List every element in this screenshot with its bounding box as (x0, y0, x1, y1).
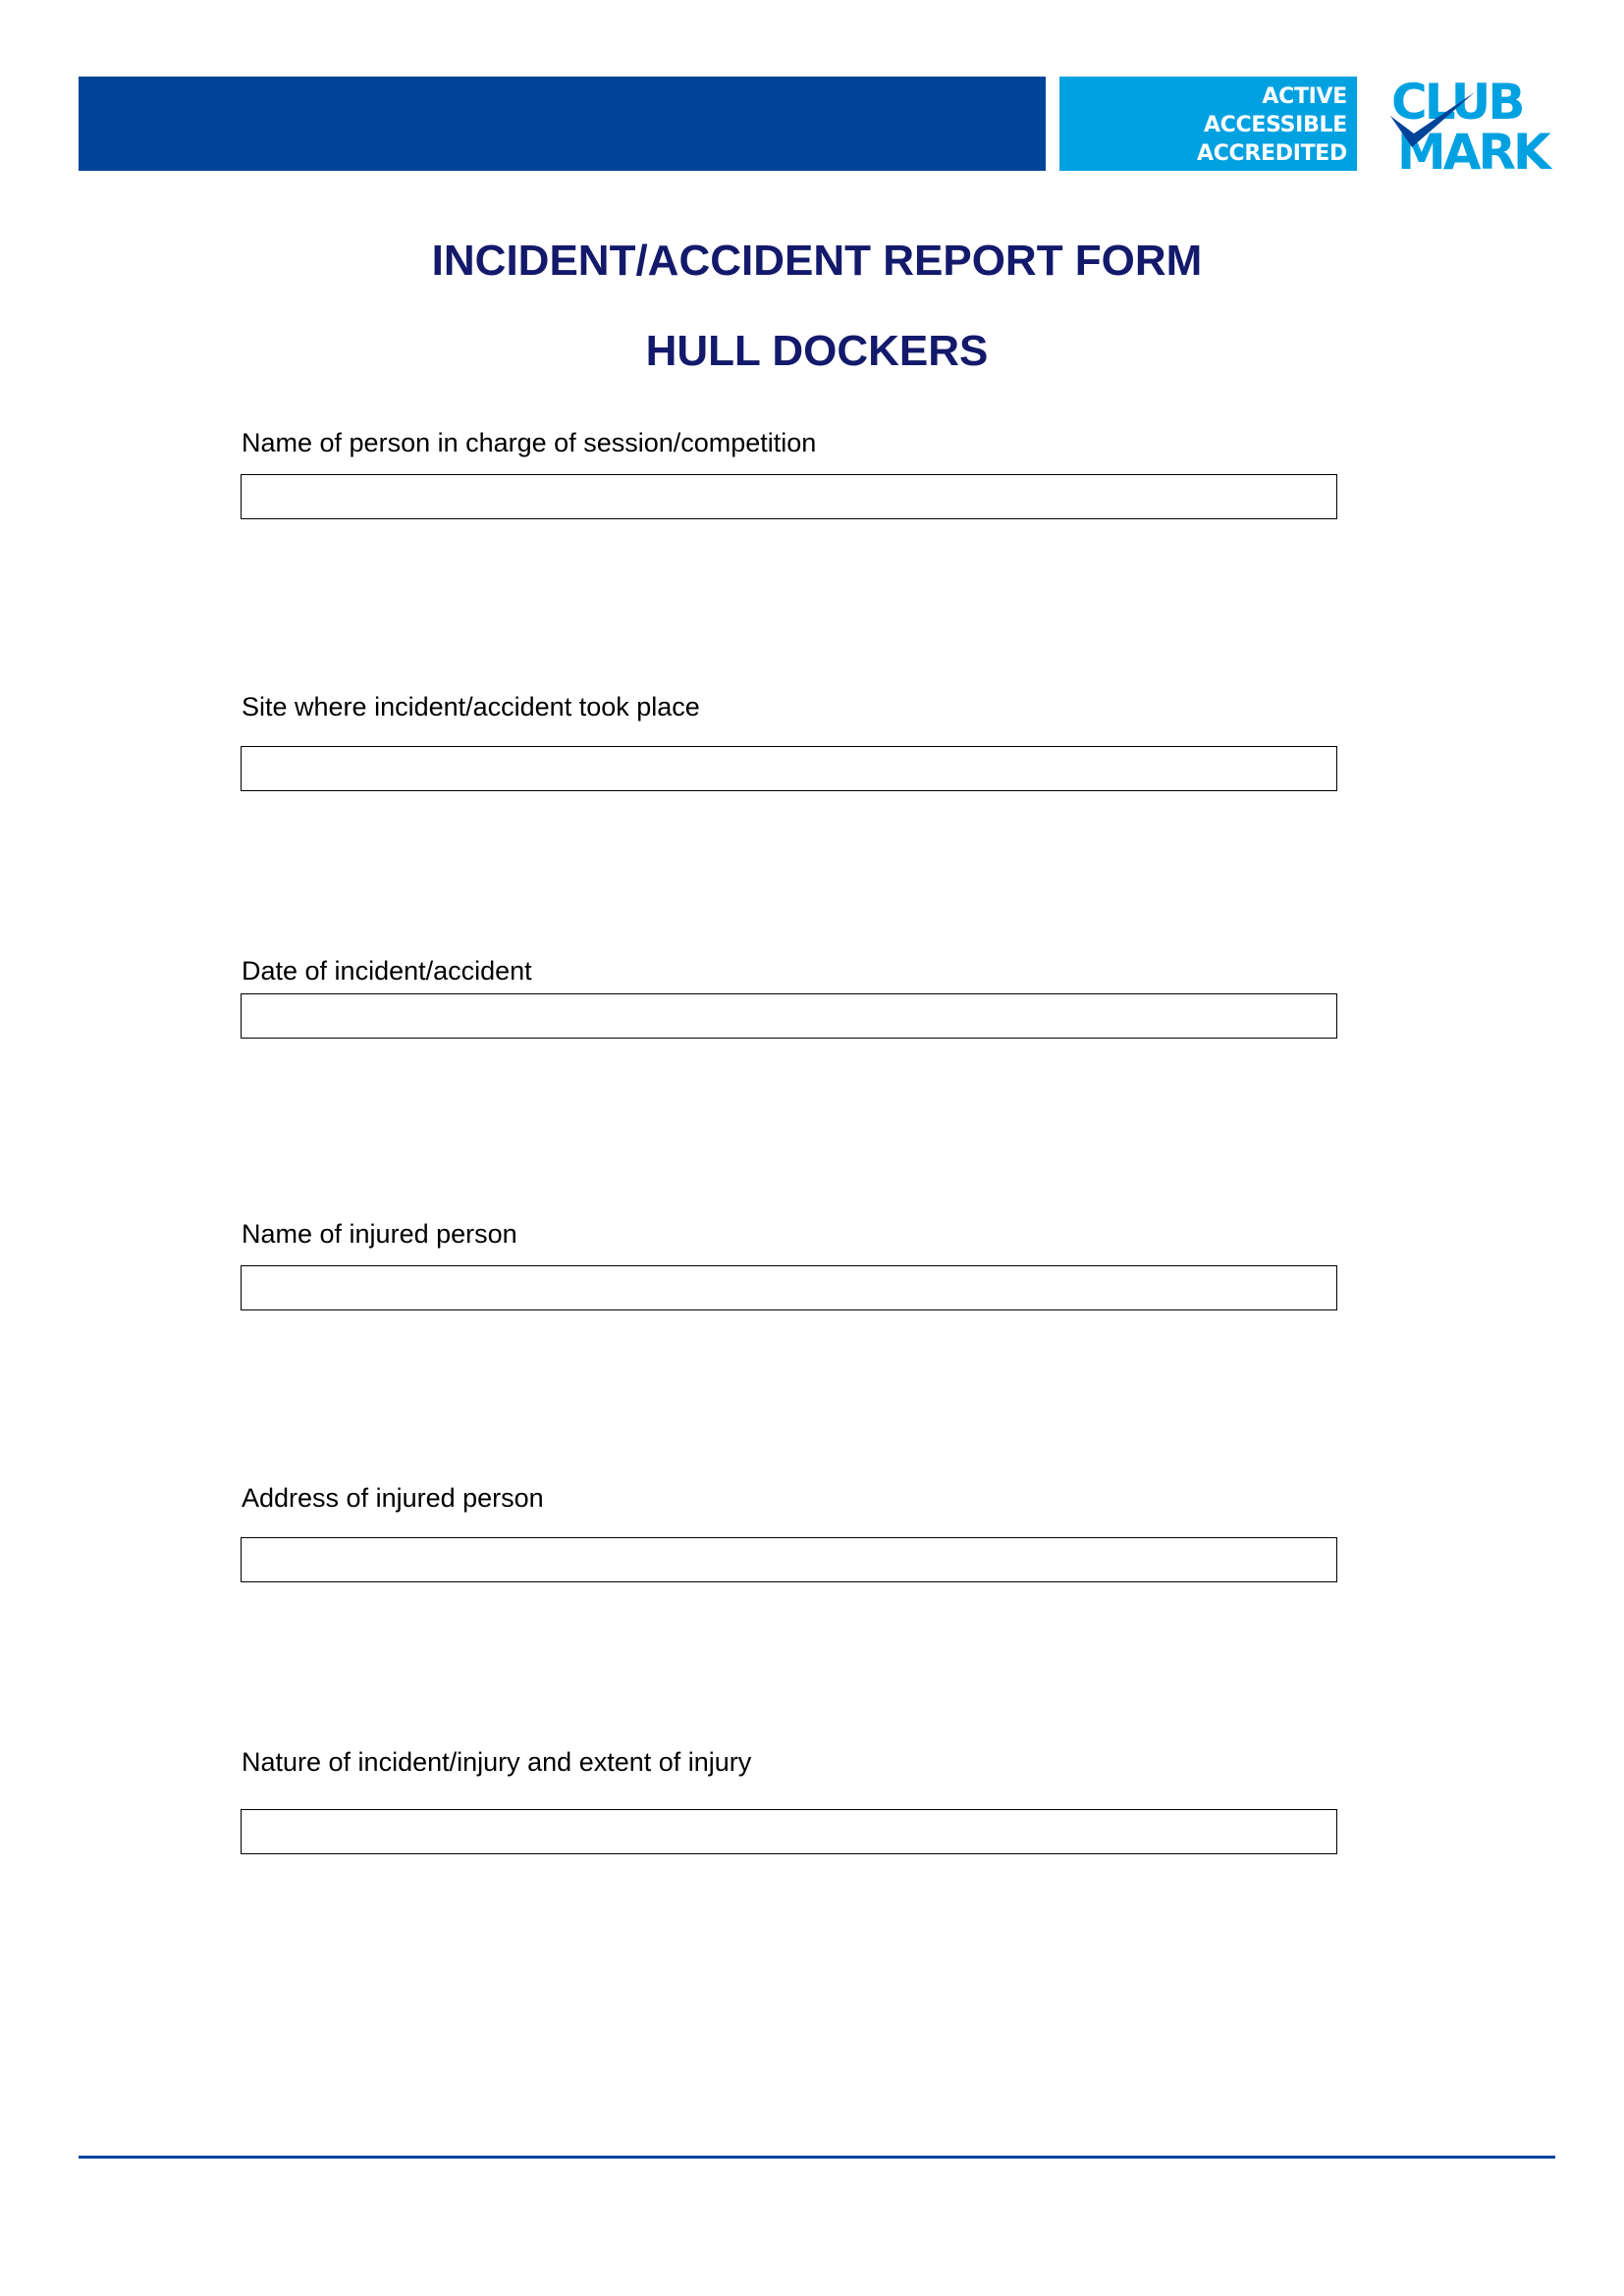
site-input[interactable] (241, 746, 1337, 791)
clubmark-logo (1388, 73, 1555, 175)
field-label-injured-address: Address of injured person (242, 1483, 544, 1513)
person-in-charge-input[interactable] (241, 474, 1337, 519)
footer-divider (79, 2156, 1555, 2159)
logo-text-mark: MARK (1397, 124, 1548, 175)
banner-line-accredited: ACCREDITED (1196, 141, 1347, 166)
field-label-date: Date of incident/accident (242, 956, 532, 986)
accreditation-banner (1059, 77, 1357, 171)
logo-text-club: CLUB (1391, 74, 1523, 131)
date-input[interactable] (241, 993, 1337, 1039)
banner-line-active: ACTIVE (1262, 84, 1347, 109)
field-label-site: Site where incident/accident took place (242, 692, 700, 721)
injured-name-input[interactable] (241, 1265, 1337, 1310)
injury-nature-input[interactable] (241, 1809, 1337, 1854)
field-label-injured-name: Name of injured person (242, 1219, 517, 1249)
field-label-injury-nature: Nature of incident/injury and extent of injury (242, 1747, 752, 1777)
banner-line-accessible: ACCESSIBLE (1203, 113, 1347, 137)
field-label-person-in-charge: Name of person in charge of session/competition (242, 428, 817, 457)
page-title: INCIDENT/ACCIDENT REPORT FORM (431, 237, 1203, 285)
injured-address-input[interactable] (241, 1537, 1337, 1582)
header-banner-bar (79, 77, 1046, 171)
club-name: HULL DOCKERS (645, 327, 989, 375)
